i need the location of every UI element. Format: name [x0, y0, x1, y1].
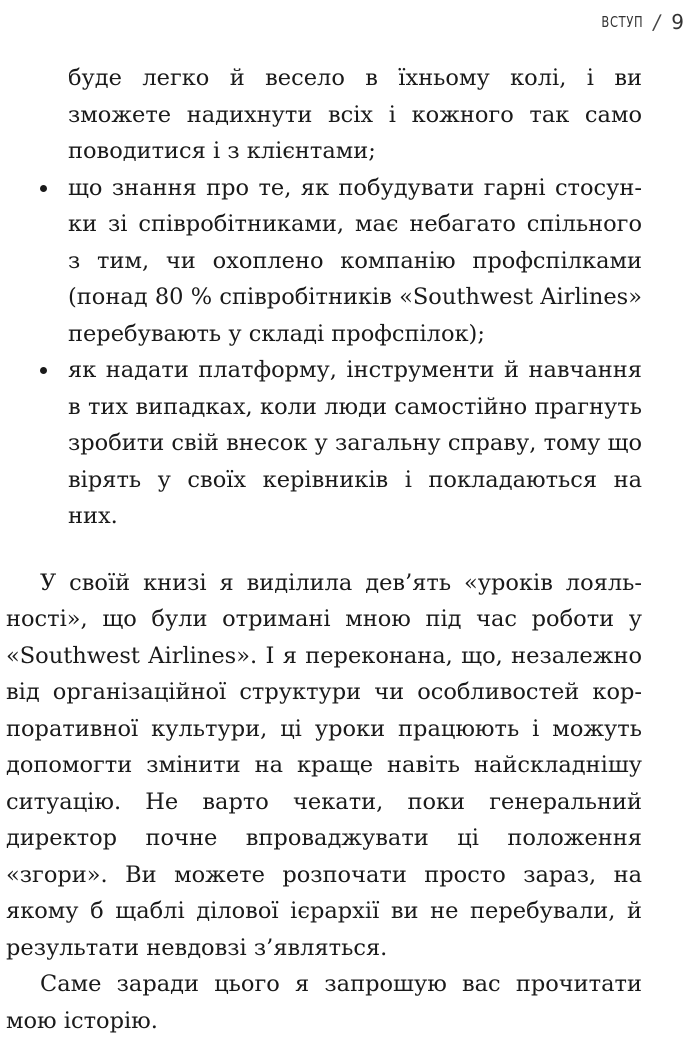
list-item-text: що знання про те, як побудувати гарні стосунки зі співробітниками, має небагато спільного з тим, чи охоплено компанію профспілками (понад 80 % співробітників «Southwest Airlines» перебувають у складі профспілок); [68, 174, 642, 347]
list-item [6, 352, 642, 535]
bullet-list [6, 170, 642, 535]
bullet-icon [40, 185, 47, 192]
list-item [6, 170, 642, 353]
list-item-text: як надати платформу, інструменти й навчання в тих випадках, коли люди самостійно прагнуть зробити свій внесок у загальну справу, тому що вірять у своїх керівників і покладаються на них. [68, 357, 642, 529]
body-paragraph: Саме заради цього я запрошую вас прочитати мою історію. [6, 971, 642, 1034]
header-separator: / [651, 10, 663, 34]
body-paragraph: У своїй книзі я виділила дев’ять «уроків лояльності», що були отримані мною під час роботи у «Southwest Airlines». І я переконана, що, незалежно від організаційної структури чи особливостей корпоративної культури, ці уроки працюють і можуть допомогти змінити на краще навіть найскладнішу ситуацію. Не варто чекати, поки генеральний директор почне впроваджувати ці положення «згори». Ви можете розпочати просто зараз, на якому б щаблі ділової ієрархії ви не перебували, й результати невдовзі з’являться. [6, 569, 642, 961]
section-title: ВСТУП [601, 13, 644, 31]
page-number: 9 [671, 10, 684, 34]
paragraph-spacer [6, 535, 642, 565]
text-column [6, 60, 642, 1039]
bullet-icon [40, 367, 47, 374]
list-item-continuation: буде легко й весело в їхньому колі, і ви зможете надихнути всіх і кожного так само поводитися і з клієнтами; [68, 65, 642, 164]
running-header [594, 10, 684, 34]
